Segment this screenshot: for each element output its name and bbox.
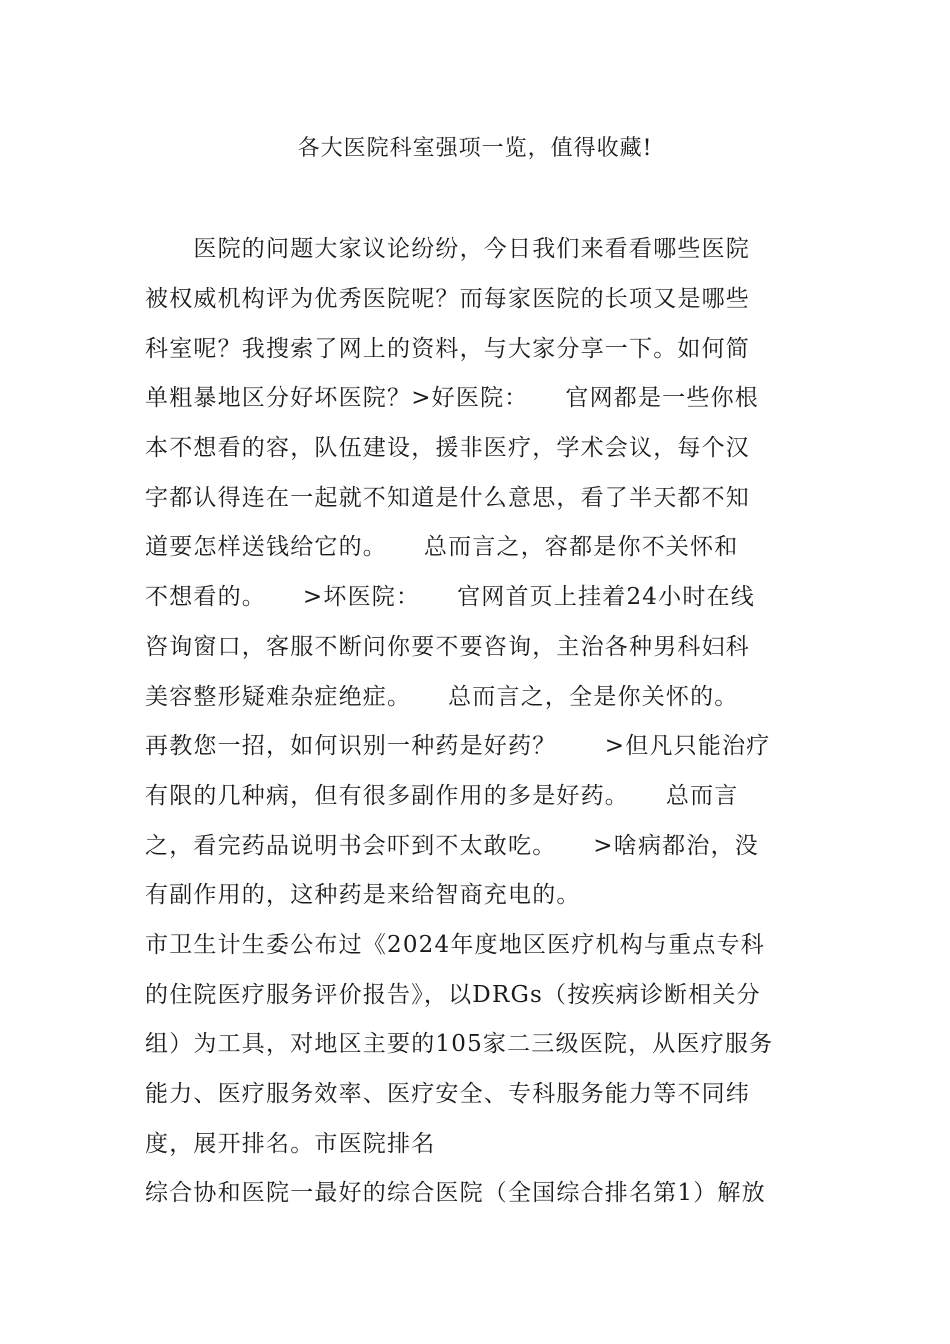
- body-line: 咨询窗口，客服不断问你要不要咨询，主治各种男科妇科: [145, 634, 750, 660]
- body-line: 有限的几种病，但有很多副作用的多是好药。 总而言: [145, 783, 739, 809]
- body-line: 综合协和医院一最好的综合医院（全国综合排名第1）解放: [145, 1180, 766, 1206]
- body-line: 字都认得连在一起就不知道是什么意思，看了半天都不知: [145, 485, 750, 511]
- body-line: 的住院医疗服务评价报告》，以DRGs（按疾病诊断相关分: [145, 982, 761, 1008]
- body-line: 本不想看的容，队伍建设，援非医疗，学术会议，每个汉: [145, 435, 750, 461]
- body-line: 科室呢？我搜索了网上的资料，与大家分享一下。如何简: [145, 336, 750, 362]
- body-line: 美容整形疑难杂症绝症。 总而言之，全是你关怀的。: [145, 684, 739, 710]
- body-line: 道要怎样送钱给它的。 总而言之，容都是你不关怀和: [145, 534, 739, 560]
- body-line: 能力、医疗服务效率、医疗安全、专科服务能力等不同纬: [145, 1081, 750, 1107]
- body-line: 有副作用的，这种药是来给智商充电的。: [145, 882, 581, 908]
- body-line: 组）为工具，对地区主要的105家二三级医院，从医疗服务: [145, 1031, 774, 1057]
- body-line: 被权威机构评为优秀医院呢？而每家医院的长项又是哪些: [145, 286, 750, 312]
- body-line: 不想看的。 >坏医院： 官网首页上挂着24小时在线: [145, 584, 755, 610]
- body-line: 再教您一招，如何识别一种药是好药？ >但凡只能治疗: [145, 733, 771, 759]
- body-line: 单粗暴地区分好坏医院？>好医院： 官网都是一些你根: [145, 385, 759, 411]
- document-title: 各大医院科室强项一览，值得收藏!: [297, 136, 653, 161]
- body-line: 市卫生计生委公布过《2024年度地区医疗机构与重点专科: [145, 932, 765, 958]
- body-line: 度，展开排名。市医院排名: [145, 1131, 436, 1157]
- body-line: 医院的问题大家议论纷纷，今日我们来看看哪些医院: [145, 236, 750, 262]
- body-line: 之，看完药品说明书会吓到不太敢吃。 >啥病都治，没: [145, 833, 759, 859]
